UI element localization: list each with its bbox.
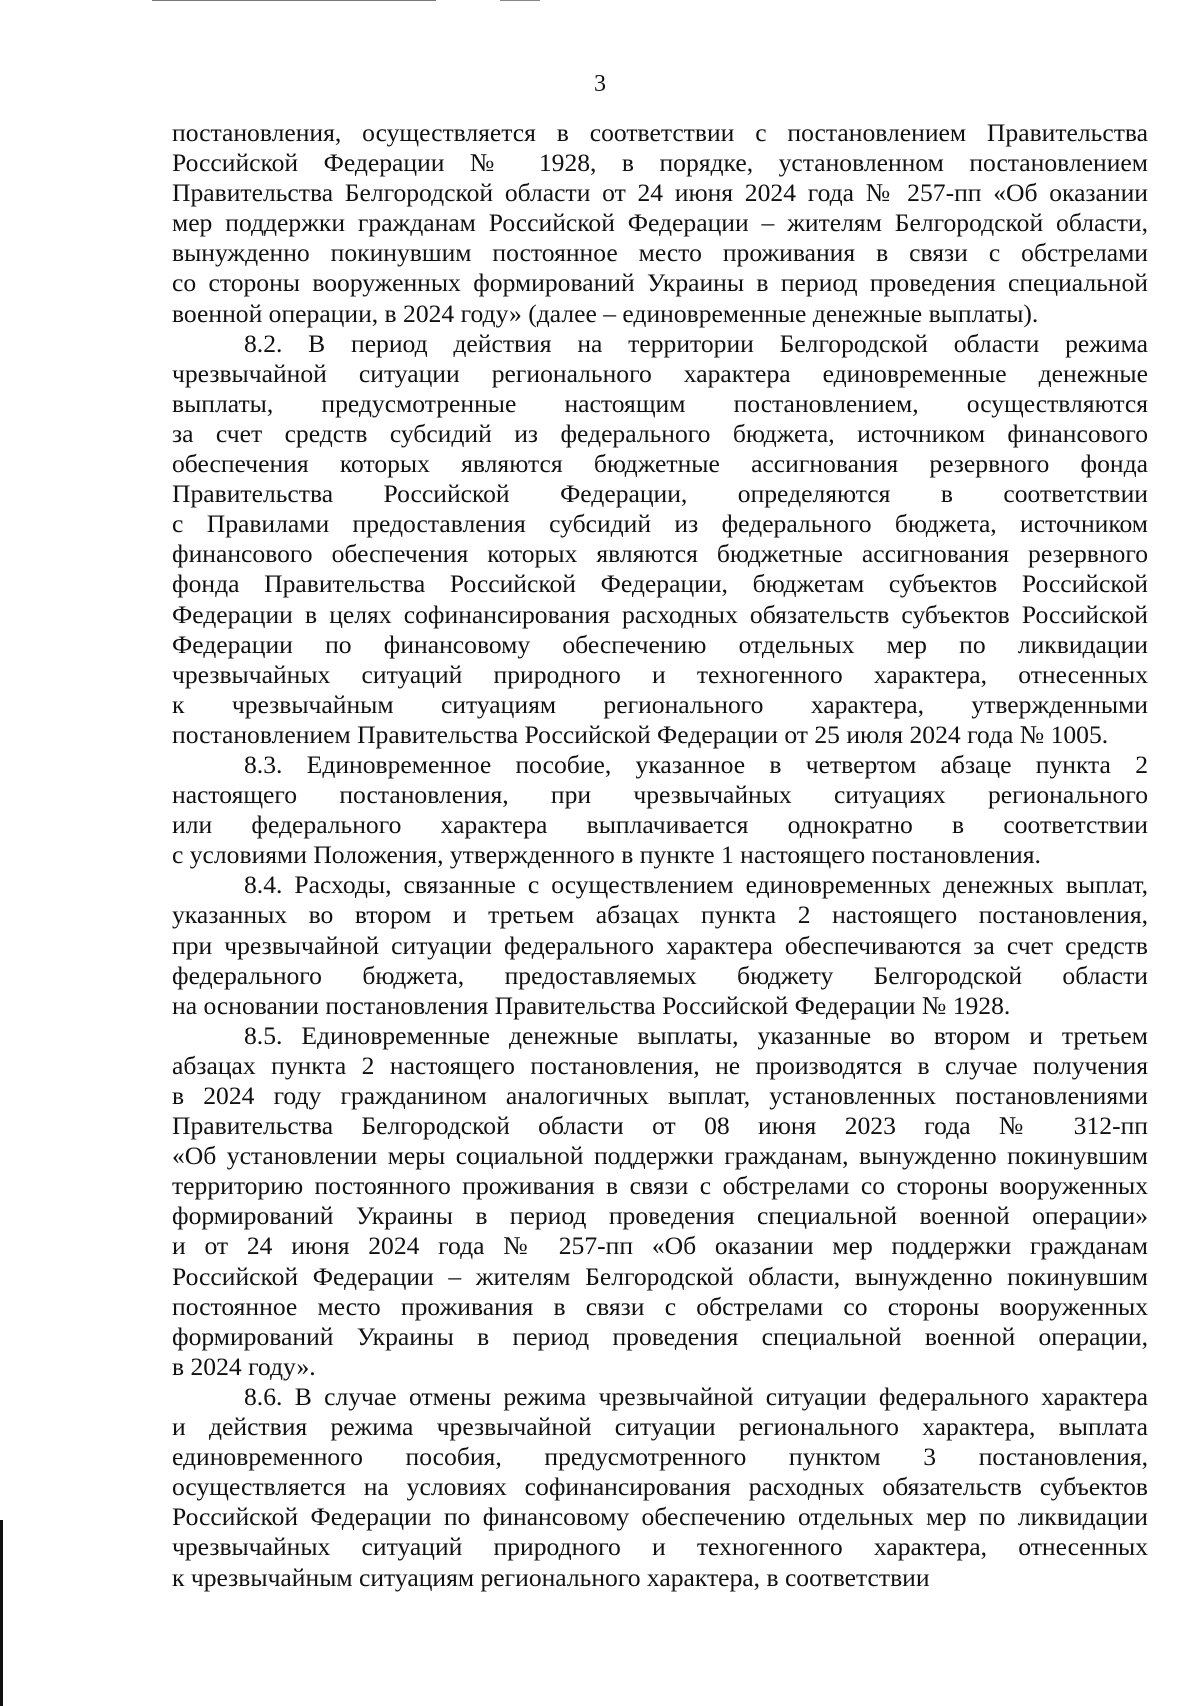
document-body [172, 118, 1148, 1593]
scan-artifact-left-edge [0, 1520, 3, 1706]
text-line: вынужденно покинувшим постоянное место проживания в связи с обстрелами [172, 238, 1148, 268]
text-line: 8.5. Единовременные денежные выплаты, указанные во втором и третьем [244, 1020, 1148, 1050]
text-line: на основании постановления Правительства Российской Федерации № 1928. [172, 990, 1011, 1020]
text-line: при чрезвычайной ситуации федерального характера обеспечиваются за счет средств [172, 930, 1148, 960]
paragraph [172, 118, 1148, 329]
text-line: мер поддержки гражданам Российской Федерации – жителям Белгородской области, [172, 208, 1148, 238]
text-line: 8.3. Единовременное пособие, указанное в четвертом абзаце пункта 2 [244, 749, 1148, 779]
text-line: постановлением Правительства Российской Федерации от 25 июля 2024 года № 1005. [172, 719, 1109, 749]
text-line: или федерального характера выплачивается однократно в соответствии [172, 810, 1148, 840]
text-line: и от 24 июня 2024 года № 257-пп «Об оказании мер поддержки гражданам [172, 1231, 1148, 1261]
text-line: со стороны вооруженных формирований Украины в период проведения специальной [172, 268, 1148, 298]
text-line: постановления, осуществляется в соответствии с постановлением Правительства [172, 118, 1148, 147]
text-line: с Правилами предоставления субсидий из федерального бюджета, источником [172, 509, 1148, 539]
text-line: федерального бюджета, предоставляемых бюджету Белгородской области [172, 960, 1148, 990]
paragraph [172, 1382, 1148, 1593]
text-line: и действия режима чрезвычайной ситуации регионального характера, выплата [172, 1412, 1148, 1442]
text-line: формирований Украины в период проведения специальной военной операции» [172, 1201, 1148, 1231]
text-line: 8.2. В период действия на территории Белгородской области режима [244, 328, 1148, 358]
text-line: 8.4. Расходы, связанные с осуществлением единовременных денежных выплат, [244, 870, 1148, 900]
text-line: Правительства Российской Федерации, определяются в соответствии [172, 479, 1148, 509]
text-line: абзацах пункта 2 настоящего постановления, не производятся в случае получения [172, 1050, 1148, 1080]
paragraph [172, 750, 1148, 870]
text-line: настоящего постановления, при чрезвычайных ситуациях регионального [172, 780, 1148, 810]
text-line: Федерации по финансовому обеспечению отдельных мер по ликвидации [172, 629, 1148, 659]
text-line: Правительства Белгородской области от 24 июня 2024 года № 257-пп «Об оказании [172, 178, 1148, 208]
text-line: осуществляется на условиях софинансирования расходных обязательств субъектов [172, 1472, 1148, 1502]
text-line: «Об установлении меры социальной поддержки гражданам, вынужденно покинувшим [172, 1141, 1148, 1171]
scan-artifact-top-mark [500, 0, 540, 1]
text-line: в 2024 году гражданином аналогичных выплат, установленных постановлениями [172, 1081, 1148, 1110]
text-line: финансового обеспечения которых являются бюджетные ассигнования резервного [172, 539, 1148, 569]
text-line: Российской Федерации – жителям Белгородской области, вынужденно покинувшим [172, 1261, 1148, 1291]
text-line: 8.6. В случае отмены режима чрезвычайной ситуации федерального характера [244, 1381, 1148, 1411]
text-line: территорию постоянного проживания в связи с обстрелами со стороны вооруженных [172, 1171, 1148, 1201]
text-line: в 2024 году». [172, 1351, 316, 1381]
paragraph [172, 870, 1148, 1020]
text-line: с условиями Положения, утвержденного в пункте 1 настоящего постановления. [172, 840, 1041, 870]
scan-artifact-top-line [152, 0, 436, 1]
page-number: 3 [594, 71, 606, 97]
text-line: военной операции, в 2024 году» (далее – единовременные денежные выплаты). [172, 298, 1039, 328]
text-line: указанных во втором и третьем абзацах пункта 2 настоящего постановления, [172, 900, 1148, 930]
text-line: Российской Федерации № 1928, в порядке, установленном постановлением [172, 148, 1148, 178]
paragraph [172, 1021, 1148, 1382]
text-line: за счет средств субсидий из федерального бюджета, источником финансового [172, 418, 1148, 448]
text-line: обеспечения которых являются бюджетные ассигнования резервного фонда [172, 449, 1148, 479]
text-line: к чрезвычайным ситуациям регионального характера, утвержденными [172, 689, 1148, 719]
text-line: к чрезвычайным ситуациям регионального характера, в соответствии [172, 1562, 930, 1592]
text-line: постоянное место проживания в связи с обстрелами со стороны вооруженных [172, 1291, 1148, 1321]
text-line: выплаты, предусмотренные настоящим постановлением, осуществляются [172, 388, 1148, 418]
text-line: единовременного пособия, предусмотренного пунктом 3 постановления, [172, 1442, 1148, 1472]
text-line: Правительства Белгородской области от 08 июня 2023 года № 312-пп [172, 1111, 1148, 1141]
paragraph [172, 329, 1148, 750]
text-line: Российской Федерации по финансовому обеспечению отдельных мер по ликвидации [172, 1502, 1148, 1532]
text-line: формирований Украины в период проведения специальной военной операции, [172, 1321, 1148, 1351]
text-line: Федерации в целях софинансирования расходных обязательств субъектов Российской [172, 599, 1148, 629]
text-line: фонда Правительства Российской Федерации, бюджетам субъектов Российской [172, 569, 1148, 599]
text-line: чрезвычайных ситуаций природного и техногенного характера, отнесенных [172, 659, 1148, 689]
text-line: чрезвычайных ситуаций природного и техногенного характера, отнесенных [172, 1532, 1148, 1562]
text-line: чрезвычайной ситуации регионального характера единовременные денежные [172, 358, 1148, 388]
